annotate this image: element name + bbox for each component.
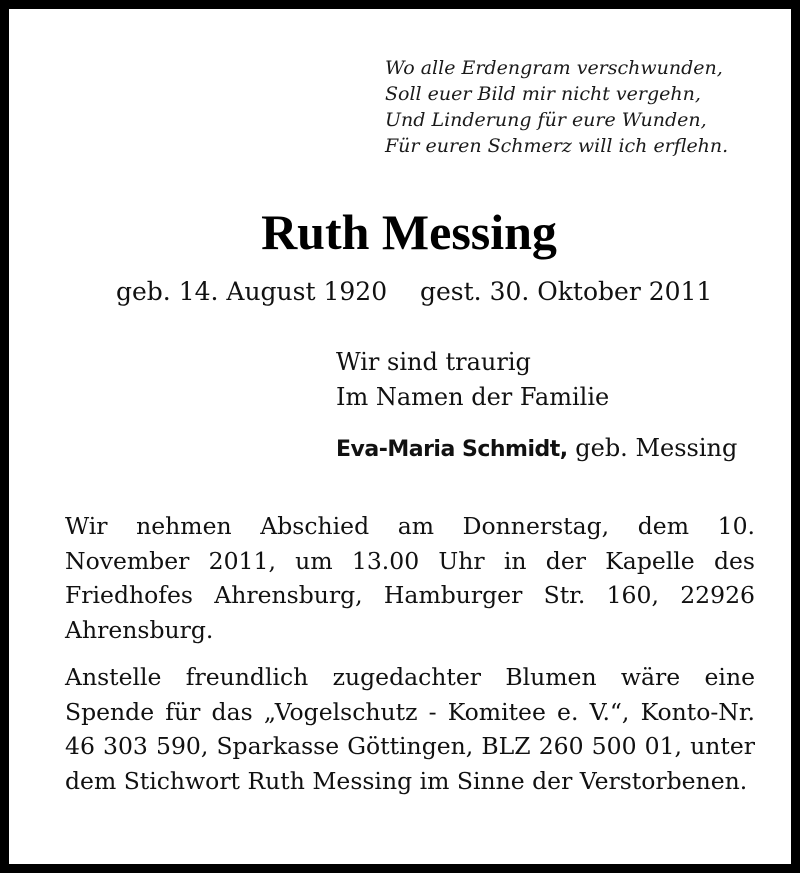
family-line: Im Namen der Familie: [336, 383, 610, 411]
poem-line: Wo alle Erdengram verschwunden,: [385, 57, 723, 79]
signer-maiden-name: geb. Messing: [567, 434, 738, 462]
memorial-poem: [385, 55, 728, 159]
birth-date: geb. 14. August 1920: [116, 277, 388, 306]
donation-request: Anstelle freundlich zugedachter Blumen wäre eine Spende für das „Vogelschutz - Komitee e. V.“, Konto-Nr. 46 303 590, Sparkasse Göttingen, BLZ 260 500 01, unter dem Stichwort Ruth Messing im Sinne der Verstorbenen.: [65, 663, 755, 795]
funeral-details: Wir nehmen Abschied am Donnerstag, dem 10. November 2011, um 13.00 Uhr in der Kapelle des Friedhofes Ahrensburg, Hamburger Str. 160, 22926 Ahrensburg.: [65, 512, 755, 644]
signer-name: Eva-Maria Schmidt,: [336, 437, 568, 462]
poem-line: Soll euer Bild mir nicht vergehn,: [385, 83, 701, 105]
poem-line: Für euren Schmerz will ich erflehn.: [385, 135, 729, 157]
death-date: gest. 30. Oktober 2011: [420, 277, 713, 306]
poem-line: Und Linderung für eure Wunden,: [385, 109, 707, 131]
mourning-line: Wir sind traurig: [336, 348, 531, 376]
signer: [336, 431, 737, 467]
deceased-name: Ruth Messing: [261, 204, 557, 260]
family-statement: [336, 345, 609, 415]
